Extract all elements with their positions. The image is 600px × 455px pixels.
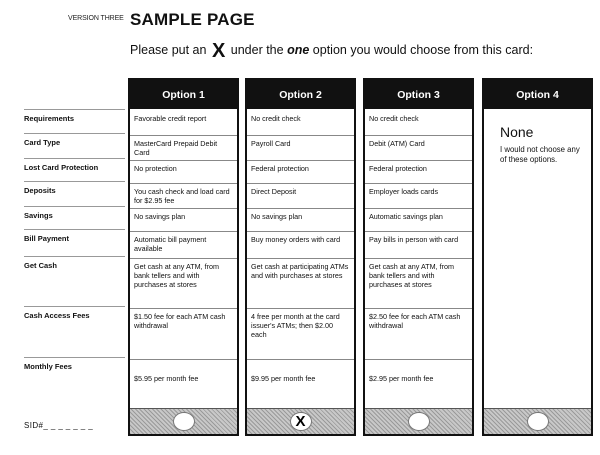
- option-2-savings: No savings plan: [247, 208, 354, 224]
- row-label-get-cash: Get Cash: [24, 256, 125, 270]
- option-2-lost-card: Federal protection: [247, 160, 354, 176]
- row-label-monthly-fees: Monthly Fees: [24, 357, 125, 371]
- row-label-deposits: Deposits: [24, 181, 125, 195]
- option-3-savings: Automatic savings plan: [365, 208, 472, 224]
- option-4-description: I would not choose any of these options.: [500, 145, 580, 164]
- instruction-text: [130, 40, 533, 63]
- option-2-monthly-fees: $9.95 per month fee: [247, 359, 354, 386]
- option-3-monthly-fees: $2.95 per month fee: [365, 359, 472, 386]
- option-2-requirements: No credit check: [251, 114, 301, 123]
- option-3-deposits: Employer loads cards: [365, 183, 472, 199]
- row-label-bill-payment: Bill Payment: [24, 229, 125, 243]
- option-3-column: [363, 78, 474, 436]
- row-label-cash-access-fees: Cash Access Fees: [24, 306, 125, 320]
- option-1-cash-access-fees: $1.50 fee for each ATM cash withdrawal: [130, 308, 237, 333]
- option-4-header: Option 4: [484, 80, 591, 109]
- option-2-get-cash: Get cash at participating ATMs and with purchases at stores: [247, 258, 354, 283]
- option-3-requirements: No credit check: [369, 114, 419, 123]
- row-label-requirements: Requirements: [24, 109, 125, 123]
- option-3-choice-area: [365, 408, 472, 434]
- option-3-bill-payment: Pay bills in person with card: [365, 231, 472, 247]
- option-3-lost-card: Federal protection: [365, 160, 472, 176]
- option-3-card-type: Debit (ATM) Card: [365, 135, 472, 151]
- option-1-savings: No savings plan: [130, 208, 237, 224]
- instruction-post: option you would choose from this card:: [312, 43, 534, 57]
- option-1-bill-payment: Automatic bill payment available: [130, 231, 237, 256]
- row-label-savings: Savings: [24, 206, 125, 220]
- instruction-pre: Please put an: [130, 43, 207, 57]
- option-2-cash-access-fees: 4 free per month at the card issuer's ATMs; then $2.00 each: [247, 308, 354, 342]
- version-label: VERSION THREE: [68, 15, 124, 22]
- option-2-card-type: Payroll Card: [247, 135, 354, 151]
- page-title: SAMPLE PAGE: [130, 10, 255, 29]
- option-1-deposits: You cash check and load card for $2.95 fee: [130, 183, 237, 208]
- option-1-choice-bubble[interactable]: [173, 412, 195, 431]
- option-4-column: [482, 78, 593, 436]
- option-4-choice-bubble[interactable]: [527, 412, 549, 431]
- option-1-get-cash: Get cash at any ATM, from bank tellers and with purchases at stores: [130, 258, 237, 292]
- option-1-choice-area: [130, 408, 237, 434]
- option-2-choice-bubble[interactable]: X: [290, 412, 312, 431]
- option-3-header: Option 3: [365, 80, 472, 109]
- option-3-get-cash: Get cash at any ATM, from bank tellers and with purchases at stores: [365, 258, 472, 292]
- option-2-header: Option 2: [247, 80, 354, 109]
- option-2-choice-area: [247, 408, 354, 434]
- x-mark-glyph: X: [211, 40, 226, 62]
- option-1-requirements: Favorable credit report: [134, 114, 207, 123]
- instruction-emphasis: one: [287, 43, 310, 57]
- option-2-column: [245, 78, 356, 436]
- option-2-deposits: Direct Deposit: [247, 183, 354, 199]
- row-label-lost-card: Lost Card Protection: [24, 158, 125, 172]
- option-3-cash-access-fees: $2.50 fee for each ATM cash withdrawal: [365, 308, 472, 333]
- option-1-lost-card: No protection: [130, 160, 237, 176]
- option-3-choice-bubble[interactable]: [408, 412, 430, 431]
- option-1-column: [128, 78, 239, 436]
- option-4-none-label: None: [500, 124, 534, 140]
- option-1-card-type: MasterCard Prepaid Debit Card: [130, 135, 237, 160]
- row-label-card-type: Card Type: [24, 133, 125, 147]
- option-2-bill-payment: Buy money orders with card: [247, 231, 354, 247]
- option-4-choice-area: [484, 408, 591, 434]
- option-1-header: Option 1: [130, 80, 237, 109]
- option-1-monthly-fees: $5.95 per month fee: [130, 359, 237, 386]
- sid-field[interactable]: SID#_ _ _ _ _ _ _: [24, 421, 94, 430]
- instruction-mid: under the: [230, 43, 284, 57]
